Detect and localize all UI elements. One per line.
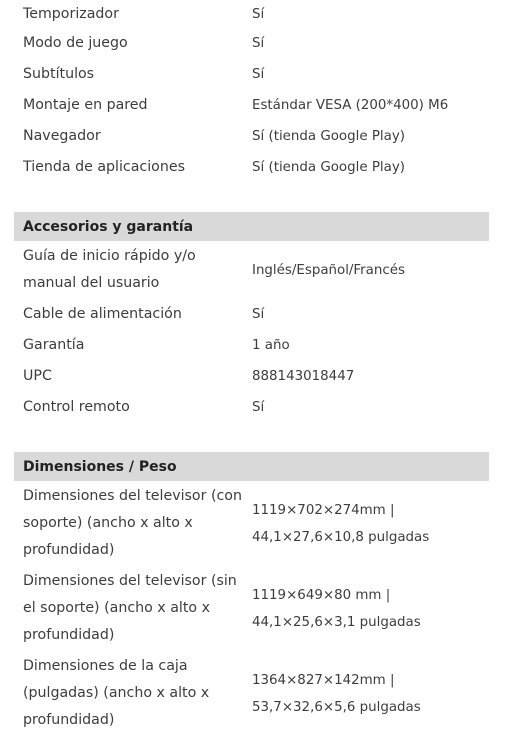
spec-value: Inglés/Español/Francés (252, 262, 405, 278)
spec-row-tienda-de-aplicaciones (14, 152, 489, 183)
spec-row-upc (14, 361, 489, 392)
spec-row-control-remoto (14, 392, 489, 423)
spec-value: 1119×702×274mm | 44,1×27,6×10,8 pulgadas (252, 502, 430, 545)
spec-label: UPC (23, 368, 52, 384)
spec-value: 888143018447 (252, 369, 355, 384)
spec-label: Temporizador (23, 5, 119, 22)
spec-row-navegador (14, 121, 489, 152)
spec-row-temporizador (14, 0, 489, 28)
spec-label: Dimensiones de la caja (pulgadas) (ancho x alto x profundidad) (23, 658, 210, 728)
spec-label: Dimensiones del televisor (sin el soporte) (ancho x alto x profundidad) (23, 573, 237, 643)
spec-value: 1119×649×80 mm | 44,1×25,6×3,1 pulgadas (252, 587, 421, 630)
spec-label: Control remoto (23, 399, 130, 415)
spec-label: Subtítulos (23, 66, 95, 82)
spec-label: Garantía (23, 337, 85, 353)
spec-value: Sí (252, 6, 265, 22)
spec-row-modo-de-juego (14, 28, 489, 59)
section-header-accesorios: Accesorios y garantía (14, 212, 489, 241)
spec-value: Sí (tienda Google Play) (252, 129, 405, 144)
spec-value: Sí (252, 36, 265, 51)
spec-row-cable (14, 299, 489, 330)
spec-value: Sí (252, 400, 265, 415)
spec-value: Sí (252, 67, 265, 82)
spec-row-guia (14, 241, 489, 299)
spec-label: Cable de alimentación (23, 306, 182, 322)
spec-row-subtitulos (14, 59, 489, 90)
spec-label: Dimensiones del televisor (con soporte) (ancho x alto x profundidad) (23, 488, 242, 558)
spec-row-montaje-en-pared (14, 90, 489, 121)
spec-label: Guía de inicio rápido y/o manual del usuario (23, 248, 196, 291)
spec-value: Estándar VESA (200*400) M6 (252, 98, 449, 113)
section-header-dimensiones: Dimensiones / Peso (14, 452, 489, 481)
specs-table (14, 0, 489, 736)
spec-row-garantia (14, 330, 489, 361)
spec-value: Sí (252, 307, 265, 322)
spec-value: 1 año (252, 338, 290, 353)
spec-row-dim-con-soporte (14, 481, 489, 566)
spec-row-dim-caja (14, 651, 489, 736)
spec-label: Navegador (23, 128, 101, 144)
spec-value: 1364×827×142mm | 53,7×32,6×5,6 pulgadas (252, 672, 421, 715)
spec-label: Modo de juego (23, 35, 128, 51)
spec-row-dim-sin-soporte (14, 566, 489, 651)
spec-label: Tienda de aplicaciones (23, 159, 185, 175)
spec-value: Sí (tienda Google Play) (252, 160, 405, 175)
spec-label: Montaje en pared (23, 97, 148, 113)
